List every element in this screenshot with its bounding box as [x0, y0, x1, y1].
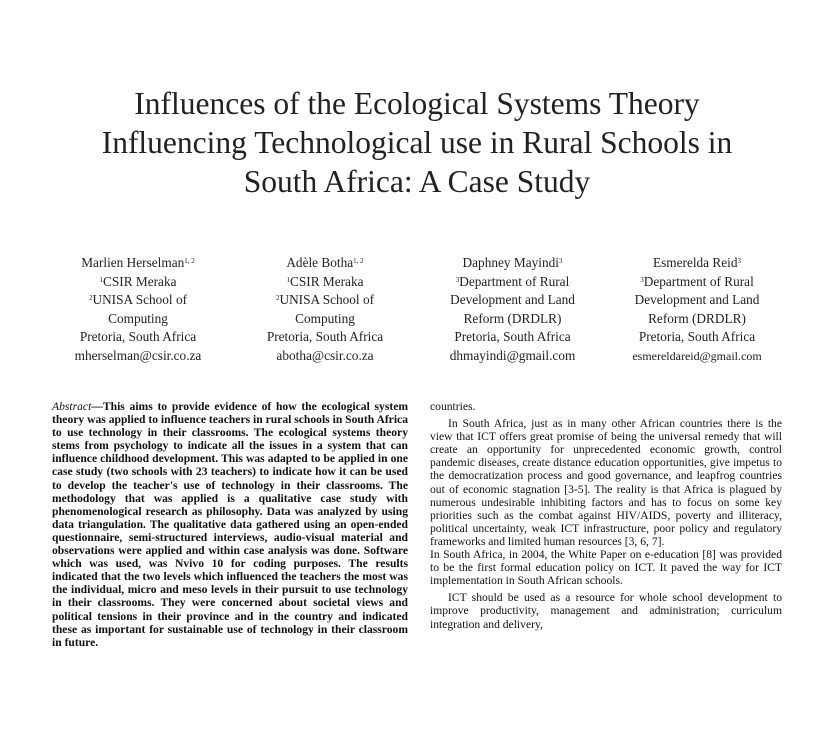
body-paragraph: ICT should be used as a resource for whole school development to improve productivity, management and administration; curriculum integration and delivery, — [430, 591, 782, 631]
abstract-heading: Abstract — [52, 400, 92, 413]
body-column — [430, 400, 782, 631]
author-affiliation: $^2$UNISA School of — [88, 292, 188, 307]
author-location: Pretoria, South Africa — [266, 329, 384, 344]
author-name: Adèle Botha$^{1, 2}$ — [286, 255, 364, 270]
author-affiliation: Computing — [295, 310, 355, 326]
author-block — [430, 254, 595, 365]
abstract-column — [52, 400, 408, 649]
title-line: Influencing Technological use in Rural Schools in — [101, 125, 733, 160]
author-block — [58, 254, 218, 365]
paper-title — [60, 84, 774, 201]
author-email: abotha@csir.co.za — [276, 347, 374, 363]
author-location: Pretoria, South Africa — [79, 329, 197, 344]
abstract-paragraph — [52, 400, 408, 649]
author-affiliation: $^1$CSIR Meraka — [99, 273, 177, 289]
author-location: Pretoria, South Africa — [638, 329, 756, 344]
author-name: Esmerelda Reid$^3$ — [652, 255, 742, 270]
abstract-dash: — — [91, 400, 103, 413]
abstract-body: This aims to provide evidence of how the ecological system theory was applied to influence teachers in rural schools in South Africa to use technology in their classrooms. The ecological systems theory stems from psychology to indicate all the issues in a system that can influence childhood development. This was adapted to be applied in one case study (two schools with 23 teachers) to indicate how it can be used to develop the teacher's use of technology in their classrooms. The methodology that was applied is a qualitative case study with phenomenological research as philosophy. Data was analyzed by using data triangulation. The qualitative data gathered using an open-ended questionnaire, semi-structured interviews, audio-visual material and observations were applied and within case analysis was done. Software which was used, was Nvivo 10 for coding purposes. The results indicated that the two levels which influenced the teachers the most was the individual, micro and meso levels in their pursuit to use technology in their classrooms. They were concerned about societal views and political tensions in their province and in the country and indicated these as important for sustainable use of technology in their classroom in future. — [52, 400, 408, 649]
title-line: South Africa: A Case Study — [243, 164, 591, 199]
author-name: Marlien Herselman$^{1, 2}$ — [81, 255, 195, 270]
author-affiliation: $^3$Department of Rural — [640, 273, 754, 289]
author-affiliation: $^1$CSIR Meraka — [286, 273, 364, 289]
author-block — [612, 254, 782, 365]
author-affiliation: Development and Land — [450, 292, 575, 307]
author-location: Pretoria, South Africa — [454, 329, 571, 344]
body-paragraph: In South Africa, just as in many other African countries there is the view that ICT offers great promise of being the universal remedy that will create an opportunity for unprecedented economic growth, control pandemic diseases, create distance education opportunities, give impetus to the democratization process and good governance, and leapfrog countries out of economic stagnation [3-5]. The reality is that Africa is plagued by numerous undesirable inhibiting factors and has to focus on some key priorities such as the combat against HIV/AIDS, poverty and illiteracy, political uncertainty, weak ICT infrastructure, poor policy and regulatory frameworks and limited human resources [3, 6, 7]. — [430, 417, 782, 548]
author-affiliation: Reform (DRDLR) — [463, 310, 562, 326]
author-affiliation: $^3$Department of Rural — [455, 273, 570, 289]
author-email: esmereldareid@gmail.com — [632, 348, 762, 363]
author-affiliation: Computing — [108, 310, 168, 326]
body-paragraph: In South Africa, in 2004, the White Paper on e-education [8] was provided to be the first formal education policy on ICT. It paved the way for ICT implementation in South African schools. — [430, 548, 782, 588]
title-line: Influences of the Ecological Systems Theory — [134, 86, 700, 121]
author-affiliation: $^2$UNISA School of — [275, 292, 375, 307]
author-email: mherselman@csir.co.za — [74, 347, 202, 363]
author-affiliation: Development and Land — [634, 292, 760, 307]
author-block — [245, 254, 405, 365]
author-name: Daphney Mayindi$^3$ — [462, 255, 563, 270]
author-email: dhmayindi@gmail.com — [449, 347, 576, 363]
author-affiliation: Reform (DRDLR) — [648, 310, 746, 326]
body-paragraph: countries. — [430, 400, 476, 413]
